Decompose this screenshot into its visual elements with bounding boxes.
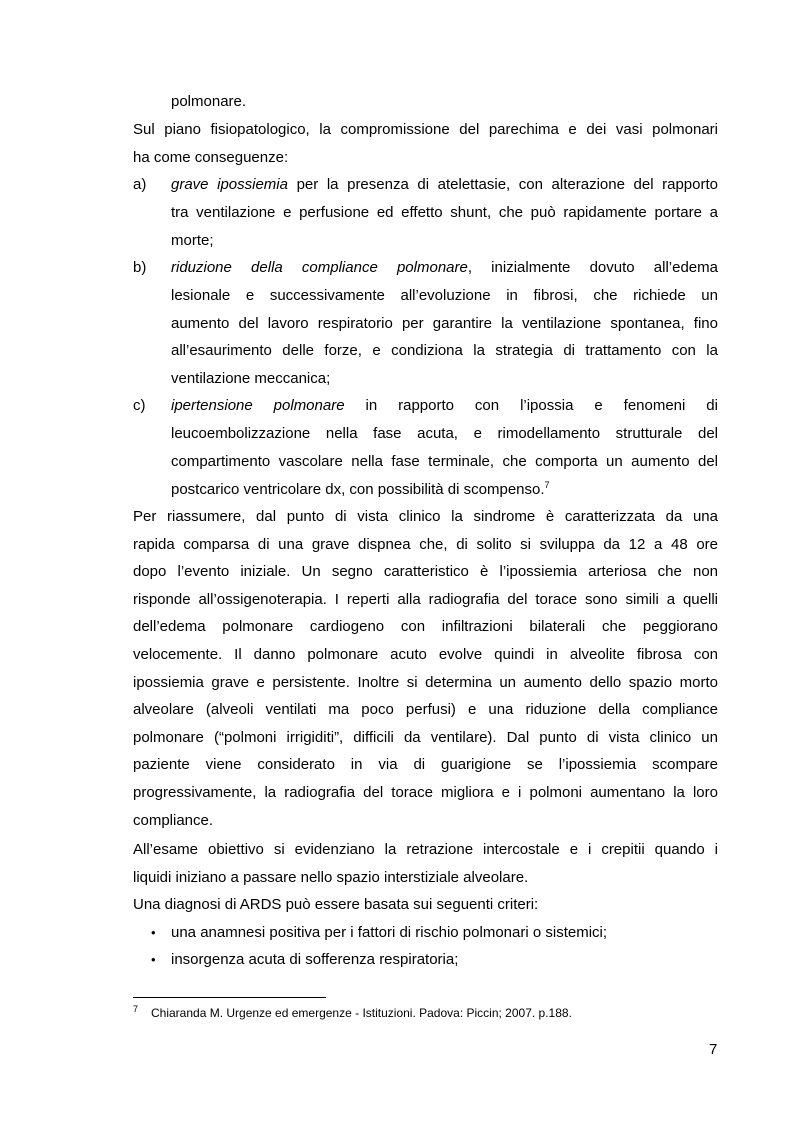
summary-line: dopo l’evento iniziale. Un segno caratteristico è l’ipossiemia arteriosa che non: [133, 563, 718, 581]
summary-line: polmonare (“polmoni irrigiditi”, difficili da ventilare). Dal punto di vista clinico un: [133, 728, 718, 746]
list-item-c-line-4: [171, 481, 550, 499]
summary-line: velocemente. Il danno polmonare acuto evolve quindi in alveolite fibrosa con: [133, 646, 718, 663]
summary-line: paziente viene considerato in via di guarigione se l’ipossiemia scompare: [133, 756, 718, 774]
exam-line: All’esame obiettivo si evidenziano la retrazione intercostale e i crepitii quando i: [133, 841, 718, 858]
list-item-a-term: grave ipossiemia: [171, 176, 288, 193]
intro-line-1: Sul piano fisiopatologico, la compromissione del parechima e dei vasi polmonari: [133, 121, 718, 138]
list-item-a-line-1: [171, 176, 718, 194]
summary-line: risponde all’ossigenoterapia. I reperti alla radiografia del torace sono simili a quelli: [133, 590, 718, 608]
continuation-line: polmonare.: [171, 93, 247, 110]
exam-line: liquidi iniziano a passare nello spazio interstiziale alveolare.: [133, 868, 529, 886]
list-marker-c: c): [133, 397, 146, 414]
list-item-b-line-3: aumento del lavoro respiratorio per garantire la ventilazione spontanea, fino: [171, 315, 718, 332]
summary-line: Per riassumere, dal punto di vista clinico la sindrome è caratterizzata da una: [133, 508, 718, 525]
page-number: 7: [709, 1041, 718, 1058]
list-item-c-term: ipertensione polmonare: [171, 397, 345, 414]
summary-line: ipossiemia grave e persistente. Inoltre si determina un aumento dello spazio morto: [133, 673, 718, 691]
list-item-a-line-2: tra ventilazione e perfusione ed effetto shunt, che può rapidamente portare a: [171, 204, 718, 221]
bullet-item-2: insorgenza acuta di sofferenza respiratoria;: [171, 951, 459, 968]
bullet-icon: •: [151, 925, 156, 940]
list-marker-a: a): [133, 176, 147, 193]
list-item-a-line-3: morte;: [171, 232, 214, 249]
list-item-c-line-3: compartimento vascolare nella fase terminale, che comporta un aumento del: [171, 453, 718, 470]
summary-line: alveolare (alveoli ventilati ma poco perfusi) e una riduzione della compliance: [133, 701, 718, 719]
bullet-icon: •: [151, 952, 156, 967]
summary-line: dell’edema polmonare cardiogeno con infiltrazioni bilaterali che peggiorano: [133, 618, 718, 636]
footnote-text: Chiaranda M. Urgenze ed emergenze - Istituzioni. Padova: Piccin; 2007. p.188.: [151, 1006, 572, 1020]
footnote-reference[interactable]: 7: [544, 480, 550, 490]
list-item-c-text-end: postcarico ventricolare dx, con possibilità di scompenso.: [171, 481, 545, 498]
intro-line-2: ha come conseguenze:: [133, 149, 289, 166]
bullet-item-1: una anamnesi positiva per i fattori di rischio polmonari o sistemici;: [171, 924, 608, 941]
summary-line: progressivamente, la radiografia del torace migliora e i polmoni aumentano la loro: [133, 784, 718, 801]
summary-line: compliance.: [133, 811, 214, 829]
list-item-b-text: , inizialmente dovuto all’edema: [467, 259, 718, 276]
list-item-a-text: per la presenza di atelettasie, con alterazione del rapporto: [287, 176, 718, 193]
list-item-b-line-2: lesionale e successivamente all’evoluzione in fibrosi, che richiede un: [171, 287, 718, 304]
list-item-b-line-1: [171, 259, 718, 277]
footnote-separator: [133, 997, 326, 998]
summary-line: rapida comparsa di una grave dispnea che, di solito si sviluppa da 12 a 48 ore: [133, 535, 718, 553]
list-item-b-line-5: ventilazione meccanica;: [171, 370, 331, 387]
list-item-c-line-2: leucoembolizzazione nella fase acuta, e rimodellamento strutturale del: [171, 425, 718, 442]
list-item-b-term: riduzione della compliance polmonare: [171, 259, 468, 276]
list-marker-b: b): [133, 259, 147, 276]
list-item-c-line-1: [171, 397, 718, 415]
footnote-number: 7: [133, 1004, 139, 1014]
diagnosis-intro: Una diagnosi di ARDS può essere basata sui seguenti criteri:: [133, 896, 539, 913]
list-item-c-text: in rapporto con l’ipossia e fenomeni di: [344, 397, 718, 414]
list-item-b-line-4: all’esaurimento delle forze, e condiziona la strategia di trattamento con la: [171, 342, 718, 359]
